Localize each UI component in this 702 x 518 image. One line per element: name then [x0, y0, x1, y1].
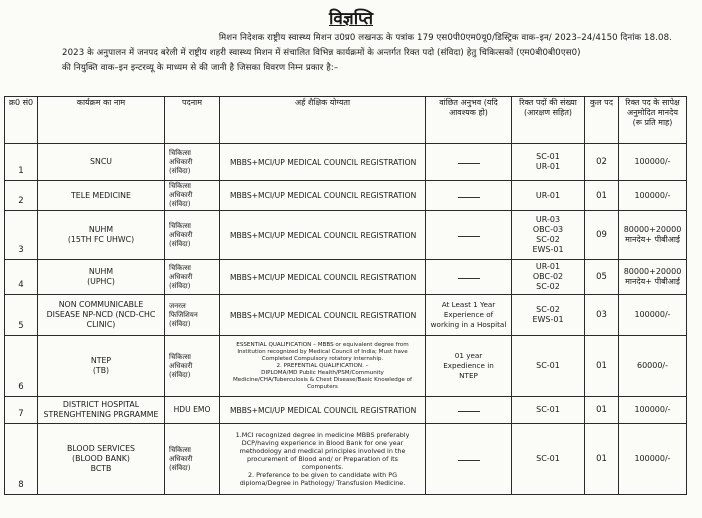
vacancy-list-line: SC-02 — [536, 282, 560, 291]
vacancy-list-line: OBC-03 — [532, 225, 564, 234]
table-row — [5, 144, 687, 181]
experience — [426, 144, 512, 181]
experience-line: working in a Hospital — [430, 320, 507, 329]
program-name-line: (BLOOD BANK) — [72, 454, 130, 463]
experience — [426, 424, 512, 495]
program-name — [38, 144, 165, 181]
experience — [426, 397, 512, 424]
program-name-line: TELE MEDICINE — [71, 190, 131, 200]
qualification-line: diploma/Degree in Pathology/ Transfusion Medicine. — [239, 479, 406, 487]
header-sn: क्र0 सं0 — [5, 97, 38, 144]
honorarium-line: मानदेय+ पीबीआई — [625, 235, 680, 244]
table-row — [5, 295, 687, 336]
dash-mark — [458, 197, 480, 198]
vacancy-list — [512, 397, 585, 424]
post-name-line: (संविदा) — [169, 319, 191, 328]
total-posts: 03 — [585, 295, 619, 336]
vacancy-list — [512, 295, 585, 336]
honorarium-line: 100000/- — [634, 405, 671, 414]
qualification-line: MBBS+MCI/UP MEDICAL COUNCIL REGISTRATION — [230, 191, 417, 200]
post-name-line: अधिकारी — [169, 191, 193, 199]
qualification — [220, 295, 426, 336]
header-honorarium: रिक्त पद के सापेक्ष अनुमोदित मानदेय (रू प्रति माह) — [619, 97, 687, 144]
vacancy-list — [512, 211, 585, 260]
honorarium — [619, 397, 687, 424]
total-posts: 01 — [585, 397, 619, 424]
qualification-line: MBBS+MCI/UP MEDICAL COUNCIL REGISTRATION — [230, 272, 417, 282]
table-row — [5, 211, 687, 260]
program-name-line: DISTRICT HOSPITAL — [62, 400, 140, 409]
post-name-line: चिकित्सा — [169, 352, 191, 361]
honorarium — [619, 295, 687, 336]
vacancy-list-line: SC-01 — [536, 152, 560, 161]
post-name-line: अधिकारी — [169, 157, 193, 166]
experience — [426, 181, 512, 211]
post-name-line: HDU EMO — [173, 405, 211, 414]
program-name-line: SNCU — [90, 157, 112, 166]
experience — [426, 336, 512, 397]
program-name — [38, 181, 165, 211]
post-name-line: चिकित्सा — [169, 445, 191, 454]
experience-line: Experience of — [443, 310, 494, 319]
qualification-line: 2. PREFENTIAL QUALIFICATION. – — [276, 362, 369, 369]
notice-line: 2023 के अनुपालन में जनपद बरेली में राष्ट्रीय शहरी स्वास्थ्य मिशन में संचालित विभिन्न कार्यक्रमों के अन्तर्गत रिक्त पदो (संविदा) हेतु चिकित्सकों (एम0बी0बी0एस0) — [62, 48, 581, 58]
qualification-line: procurement of Blood and/ or Preparation of its — [247, 455, 398, 463]
post-name-line: अधिकारी — [169, 361, 193, 370]
qualification-line: DCP/having experience in Blood Bank for one year — [241, 439, 404, 447]
program-name — [38, 260, 165, 295]
post-name-line: चिकित्सा — [169, 263, 191, 272]
program-name — [38, 295, 165, 336]
post-name-line: (संविदा) — [169, 463, 191, 472]
qualification — [220, 397, 426, 424]
vacancy-list — [512, 336, 585, 397]
serial-number: 4 — [5, 260, 38, 295]
serial-number: 7 — [5, 397, 38, 424]
program-name-line: BCTB — [90, 464, 112, 473]
notice-paragraph — [62, 31, 672, 76]
notice-line: की नियुक्ति वाक–इन इन्टरव्यू के माध्यम से की जानी है जिसका विवरण निम्न प्रकार है:– — [62, 63, 339, 73]
table-row — [5, 397, 687, 424]
qualification-line: Completed Compulsory rotatory internship. — [261, 355, 384, 362]
dash-mark — [458, 236, 480, 237]
program-name-line: (UPHC) — [87, 277, 115, 286]
post-name — [165, 260, 220, 295]
qualification-line: MBBS+MCI/UP MEDICAL COUNCIL REGISTRATION — [230, 230, 417, 240]
vacancy-list — [512, 144, 585, 181]
qualification — [220, 181, 426, 211]
program-name-line: NUHM — [88, 267, 114, 276]
table-row — [5, 181, 687, 211]
post-name-line: चिकित्सा — [169, 148, 191, 157]
dash-mark — [458, 163, 480, 164]
post-name-line: अधिकारी — [169, 230, 193, 239]
vacancy-list — [512, 424, 585, 495]
program-name-line: BLOOD SERVICES — [67, 444, 135, 453]
vacancy-list-line: SC-01 — [536, 361, 560, 370]
program-name-line: NON COMMUNICABLE — [58, 300, 144, 309]
total-posts: 01 — [585, 336, 619, 397]
total-posts: 01 — [585, 181, 619, 211]
post-name-line: फिजिशियन — [169, 310, 198, 319]
qualification-line: MBBS+MCI/UP MEDICAL COUNCIL REGISTRATION — [230, 310, 417, 320]
header-qualification: अर्ह शैक्षिक योग्यता — [220, 97, 426, 144]
post-name — [165, 295, 220, 336]
vacancy-list-line: EWS-01 — [532, 315, 564, 324]
post-name — [165, 211, 220, 260]
vacancy-list-line: SC-01 — [536, 405, 560, 414]
post-name — [165, 181, 220, 211]
post-name — [165, 336, 220, 397]
vacancy-list-line: EWS-01 — [532, 245, 564, 254]
honorarium — [619, 144, 687, 181]
program-name-line: (15TH FC UHWC) — [67, 235, 135, 244]
total-posts: 02 — [585, 144, 619, 181]
honorarium — [619, 211, 687, 260]
experience-line: NTEP — [459, 371, 478, 380]
qualification-line: methodology and medical principles involved in the — [239, 447, 406, 455]
qualification-line: Medicine/CHA/Tuberculosis & Chest Disease/Basic Knowledge of — [232, 376, 413, 383]
table-row — [5, 260, 687, 295]
dash-mark — [458, 411, 480, 412]
qualification — [220, 260, 426, 295]
honorarium-line: 100000/- — [634, 157, 671, 166]
vacancy-list — [512, 181, 585, 211]
honorarium-line: 80000+20000 — [623, 225, 682, 234]
post-name-line: चिकित्सा — [169, 182, 191, 190]
qualification-line: 1.MCI recognized degree in medicine MBBS preferably — [235, 431, 410, 439]
post-name-line: अधिकारी — [169, 454, 193, 463]
vacancy-list-line: SC-02 — [536, 235, 560, 244]
header-experience: वांछित अनुभव (यदि आवश्यक हो) — [426, 97, 512, 144]
vacancy-list-line: UR-01 — [535, 190, 561, 200]
qualification-line: 2. Preference to be given to candidate with PG — [247, 471, 398, 479]
post-name-line: (संविदा) — [169, 281, 191, 290]
honorarium — [619, 424, 687, 495]
header-program: कार्यक्रम का नाम — [38, 97, 165, 144]
post-name-line: जनरल — [169, 301, 186, 310]
program-name-line: STRENGHTENING PRGRAMME — [43, 410, 159, 419]
qualification-line: components. — [301, 463, 344, 471]
vacancy-list-line: OBC-02 — [532, 272, 564, 281]
post-name — [165, 424, 220, 495]
vacancy-list-line: SC-01 — [536, 454, 560, 463]
program-name-line: NUHM — [88, 225, 114, 234]
experience — [426, 260, 512, 295]
post-name-line: (संविदा) — [169, 239, 191, 248]
total-posts: 05 — [585, 260, 619, 295]
program-name — [38, 211, 165, 260]
experience — [426, 211, 512, 260]
vacancy-list — [512, 260, 585, 295]
dash-mark — [458, 460, 480, 461]
qualification-line: Computers — [307, 383, 338, 390]
experience-line: At Least 1 Year — [441, 300, 496, 309]
program-name — [38, 397, 165, 424]
program-name-line: CLINIC) — [86, 320, 116, 329]
post-name-line: अधिकारी — [169, 272, 193, 281]
notice-title: विज्ञप्ति — [328, 9, 374, 29]
vacancy-list-line: UR-01 — [535, 262, 561, 271]
program-name-line: DISEASE NP-NCD (NCD-CHC — [46, 310, 156, 319]
post-name-line: चिकित्सा — [169, 221, 191, 230]
qualification-line: MBBS+MCI/UP MEDICAL COUNCIL REGISTRATION — [230, 405, 417, 415]
honorarium-line: मानदेय+ पीबीआई — [625, 277, 680, 286]
notice-line: मिशन निदेशक राष्ट्रीय स्वास्थ्य मिशन उ0प्र0 लखनऊ के पत्रांक 179 एस0पी0एम0यू0/डिस्ट्रिक वाक–इन/ 2023–24/4150 दिनांक 18.08. — [218, 33, 672, 43]
honorarium — [619, 181, 687, 211]
honorarium-line: 80000+20000 — [623, 267, 682, 276]
program-name-line: NTEP — [90, 356, 112, 365]
honorarium-line: 100000/- — [634, 310, 671, 319]
qualification-line: MBBS+MCI/UP MEDICAL COUNCIL REGISTRATION — [230, 157, 417, 167]
program-name — [38, 336, 165, 397]
experience-line: Expedience in — [443, 361, 494, 370]
serial-number: 6 — [5, 336, 38, 397]
table-row — [5, 424, 687, 495]
header-post: पदनाम — [165, 97, 220, 144]
post-name — [165, 144, 220, 181]
serial-number: 1 — [5, 144, 38, 181]
vacancy-list-line: UR-01 — [535, 162, 561, 171]
program-name-line: (TB) — [92, 366, 110, 375]
experience-line: 01 year — [454, 351, 483, 360]
vacancy-list-line: UR-03 — [535, 215, 561, 224]
serial-number: 2 — [5, 181, 38, 211]
post-name-line: (संविदा) — [169, 370, 191, 379]
qualification-line: Institution recognized by Medical Council of India; Must have — [237, 348, 408, 355]
qualification — [220, 424, 426, 495]
total-posts: 09 — [585, 211, 619, 260]
qualification-line: ESSENTIAL QUALIFICATION – MBBS or equivalent degree from — [236, 341, 409, 348]
vacancy-table — [4, 96, 687, 495]
table-row — [5, 336, 687, 397]
post-name-line: (संविदा) — [169, 166, 191, 175]
honorarium — [619, 336, 687, 397]
dash-mark — [458, 278, 480, 279]
post-name — [165, 397, 220, 424]
program-name — [38, 424, 165, 495]
honorarium-line: 60000/- — [636, 361, 669, 370]
serial-number: 3 — [5, 211, 38, 260]
post-name-line: (संविदा) — [169, 200, 191, 208]
experience — [426, 295, 512, 336]
honorarium-line: 100000/- — [634, 454, 671, 463]
serial-number: 5 — [5, 295, 38, 336]
vacancy-list-line: SC-02 — [536, 305, 560, 314]
total-posts: 01 — [585, 424, 619, 495]
serial-number: 8 — [5, 424, 38, 495]
honorarium — [619, 260, 687, 295]
honorarium-line: 100000/- — [634, 190, 671, 200]
header-total: कुल पद — [585, 97, 619, 144]
qualification — [220, 211, 426, 260]
qualification — [220, 144, 426, 181]
header-vacancies: रिक्त पदों की संख्या (आरक्षण सहित) — [512, 97, 585, 144]
qualification — [220, 336, 426, 397]
qualification-line: DIPLOMA/MD Public Health/PSM/Community — [261, 369, 384, 376]
